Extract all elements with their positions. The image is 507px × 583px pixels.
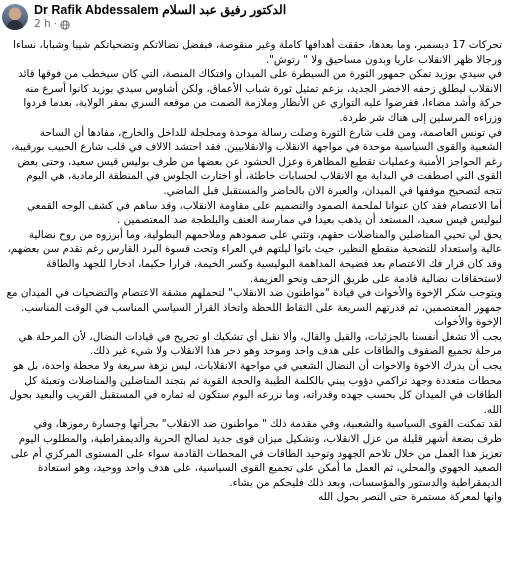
post-paragraph: يجب أن يدرك الاخوة والاخوات أن النضال الشعبي في مواجهة الانقلابات، ليس نزهة سريعة ولا محطة واحدة، بل هو محطات متعددة وجهد تراكمي دؤوب يبني بالكلمة الطيبة والحجة القوية ثم بتجند المناضلين والمناضلات وتعبئة كل الطاقات في الميدان كل بحسب جهده وقدراته، وما نزرعه اليوم ستكون له ثماره في المستقبل القريب والبعيد بحول الله. — [9, 360, 502, 416]
post-header — [0, 0, 507, 36]
post-paragraph: أما الاعتصام فقد كان عنوانا لملحمة الصمود والتصميم على مقاومة الانقلاب، وقد ساهم في كشف الوجه القمعي لبوليس قيس سعيد، المستعد أن يذهب بعيدا في ممارسة العنف والبلطجة ضد المعتصمين . — [27, 199, 502, 227]
post-paragraph: لقد تمكنت القوى السياسية والشعبية، وفي مقدمة ذلك " مواطنون ضد الانقلاب" بجرأتها وجسارة رموزها، وفي ظرف بضعة أشهر قليلة من عزل الانقلاب، وتشكيل ميزان قوى جديد لصالح الحرية والديمقراطية، والمطلوب اليوم تعزيز هذا العمل من خلال تلاحم الجهود وتوحيد الطاقات في المحطات القادمة سواء على المستوى المركزي أم على الصعيد الجهوي والمحلي، ثم العمل ما أمكن على تجميع القوى السياسية، على هدف واحد ووحيد، وهو استعادة الديمقراطية والدستور والمؤسسات، وبعد ذلك فليحكم من يشاء. — [10, 418, 502, 489]
post-paragraph: ويتوجب شكر الإخوة والأخوات في قيادة "مواطنون ضد الانقلاب" لتحملهم مشقة الاعتصام والتضحيات في الميدان مع جمهور المعتصمين، ثم قدرتهم السريعة على التقاط اللحظة واتخاذ القرار السياسي المناسب في الوقت المناسب. — [6, 287, 502, 314]
post-paragraph: وانها لمعركة مستمرة حتى النصر بحول الله — [318, 491, 502, 504]
post-time[interactable]: 2 h — [34, 18, 51, 30]
post-paragraph: في تونس العاصمة، ومن قلب شارع الثورة وصلت رسالة موحدة ومجلجلة للداخل والخارج، مفادها أن الساحة الشعبية والقوى السياسية موحدة في مواجهة الانقلاب والانقلابيين. فقد احتشد الالاف في قلب شارع الحبيب بورقيبة، رغم الحواجز الأمنية وعمليات تقطيع المظاهرة وعزل الحشود عن بعضها من طرف بوليس قيس سعيد، وحتى بعض القوى التي اصطفت في البداية مع الانقلاب لحسابات خاطئة، أو اختارت الجلوس في المنطقة الرمادية، هي اليوم تتجه لتصحيح موقفها في الميدان، والعبرة الان بالحاضر والمستقبل قبل الماضي. — [11, 126, 502, 197]
post-meta — [34, 18, 286, 31]
author-avatar[interactable] — [2, 4, 28, 30]
meta-separator: · — [53, 19, 57, 30]
post-paragraph: تحركات 17 ديسمبر، وما بعدها، حققت أهدافها كاملة وغير منقوصة، فبفضل نضالاتكم وتضحياتكم شيبا وشبابا، نساءا ورجالا ظهر الانقلاب عاريا وبدون مساحيق ولا " رتوش". — [13, 39, 502, 66]
author-block — [34, 3, 286, 31]
post-paragraph: يحق لي تحيي المناضلين والمناضلات حقهم، وتثني على صمودهم وملاحمهم البطولية، وما أبرزوه من روح نضالية عالية واستعداد للتضحية منقطع النظير، حيث باتوا ليلتهم في العراء وتحت قسوة البرد القارس رغم تقدم سن بعضهم، وقد كان قرار فك الاعتصام بعد فضيحة المداهمة البوليسية وكسر الخيمة، قرارا حكيما، ادخارا للجهد والطاقة لاستحقاقات نضالية قادمة على طريق الزحف ونحو العزيمة. — [7, 228, 502, 285]
post-subheading: الإخوة والأخوات — [434, 316, 502, 329]
globe-icon — [60, 20, 70, 30]
author-name[interactable]: Dr Rafik Abdessalem الدكتور رفيق عبد السلام — [34, 3, 287, 17]
post-paragraph: يجب ألا تشغل أنفسنا بالجزئيات، والقيل والقال، وألا نقبل أي تشكيك او تجريح في قيادات النضال، لأن المرحلة هي مرحلة تجميع الصفوف والطاقات على هدف واحد وموحد وهو دحر هذا الانقلاب ولا شيء غير ذلك. — [18, 330, 502, 358]
post-body — [6, 38, 502, 583]
post-paragraph: في سيدي بوزيد تمكن جمهور الثورة من السيطرة على الميدان وافتكاك المنصة، التي كان سيخطب من فوقها قائد الانقلاب ليطلق زحفه الاخضر الجديد، بزعم تمثيل ثورة شباب الأعماق، ولكن أشاوس سيدي بوزيد كانوا أسرع منه حركة وأشد مضاءا، ففرضوا عليه التواري عن الأنظار وملازمة الصمت من موقعه السري بمقر الولاية، بعدما فردوا وزراءه المرسلين إلى هناك شر طردة. — [18, 68, 502, 124]
